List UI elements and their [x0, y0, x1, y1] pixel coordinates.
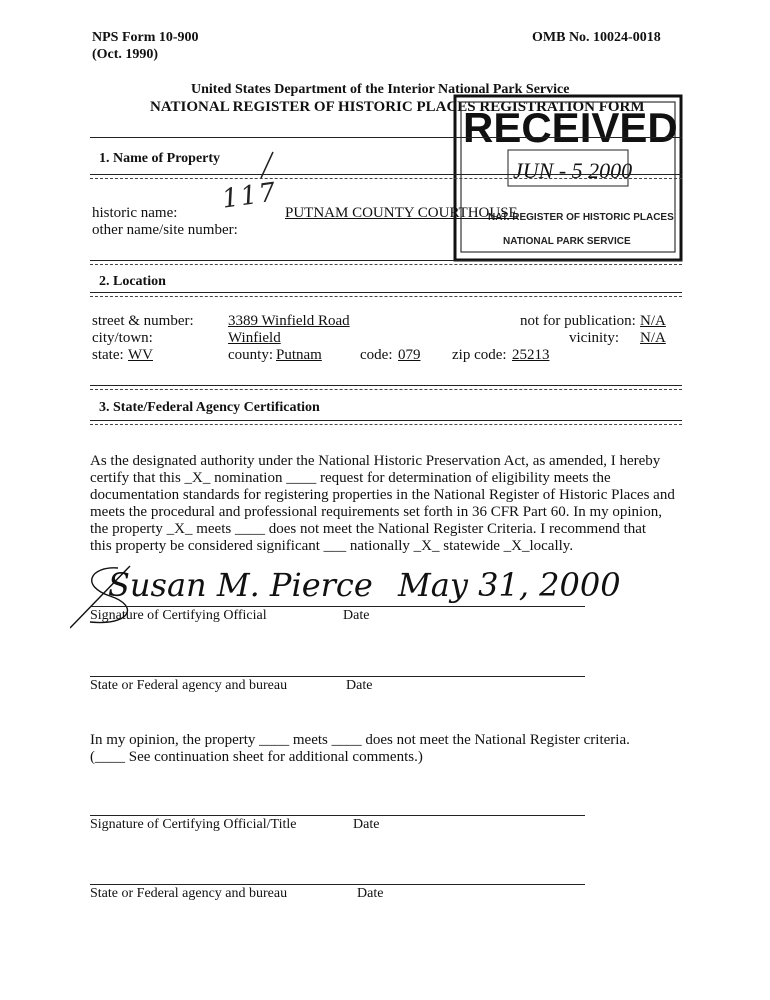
sig2-date-label: Date — [353, 817, 380, 832]
agency2-label: State or Federal agency and bureau — [90, 886, 288, 901]
section2-title: 2. Location — [99, 274, 166, 289]
code-label: code: — [360, 347, 393, 363]
historic-name-label: historic name: — [92, 205, 178, 221]
vicinity-value: N/A — [640, 330, 666, 346]
section3-rule-b — [90, 424, 682, 425]
city-label: city/town: — [92, 330, 153, 346]
handwritten-signature: Susan M. Pierce — [108, 566, 373, 604]
section1-bottom-rule-b — [90, 264, 682, 265]
signature-line-2 — [90, 815, 585, 816]
historic-name-value: PUTNAM COUNTY COURTHOUSE — [285, 205, 518, 221]
zip-value: 25213 — [512, 347, 550, 363]
agency1-date-label: Date — [346, 678, 373, 693]
county-value: Putnam — [276, 347, 322, 363]
certification-line-1: As the designated authority under the National Historic Preservation Act, as amended, I hereby — [90, 453, 661, 469]
signature-line-1 — [90, 606, 585, 607]
omb-number: OMB No. 10024-0018 — [532, 30, 661, 45]
section2-rule-a — [90, 292, 682, 293]
register-title: NATIONAL REGISTER OF HISTORIC PLACES REGISTRATION FORM — [150, 99, 645, 115]
section2-bottom-rule-b — [90, 389, 682, 390]
handwritten-slash — [255, 150, 280, 180]
section3-title: 3. State/Federal Agency Certification — [99, 400, 320, 415]
handwritten-number: 117 — [220, 177, 280, 215]
vicinity-label: vicinity: — [569, 330, 619, 346]
county-label: county: — [228, 347, 273, 363]
stamp-word: RECEIVED — [463, 104, 678, 151]
section3-rule-a — [90, 420, 682, 421]
section1-top-rule — [90, 137, 682, 138]
opinion-line-2: (____ See continuation sheet for additional comments.) — [90, 749, 423, 765]
agency2-date-label: Date — [357, 886, 384, 901]
section1-rule-b — [90, 178, 682, 179]
section2-bottom-rule-a — [90, 385, 682, 386]
certification-line-4: meets the procedural and professional requirements set forth in 36 CFR Part 60. In my opinion, — [90, 504, 662, 520]
street-value: 3389 Winfield Road — [228, 313, 350, 329]
street-label: street & number: — [92, 313, 194, 329]
state-label: state: — [92, 347, 124, 363]
section1-title: 1. Name of Property — [99, 151, 221, 166]
section1-bottom-rule-a — [90, 260, 682, 261]
certification-line-3: documentation standards for registering properties in the National Register of Historic Places and — [90, 487, 675, 503]
stamp-date: JUN - 5 2000 — [513, 158, 633, 183]
agency-line-2 — [90, 884, 585, 885]
zip-label: zip code: — [452, 347, 507, 363]
department-title: United States Department of the Interior National Park Service — [191, 82, 570, 97]
certification-line-5: the property _X_ meets ____ does not meet the National Register Criteria. I recommend that — [90, 521, 647, 537]
opinion-line-1: In my opinion, the property ____ meets ____ does not meet the National Register criteria. — [90, 732, 630, 748]
stamp-line2: NATIONAL PARK SERVICE — [503, 236, 631, 247]
sig1-date-label: Date — [343, 608, 370, 623]
form-date: (Oct. 1990) — [92, 47, 159, 62]
stamp-line1: NAT. REGISTER OF HISTORIC PLACES — [488, 212, 674, 223]
city-value: Winfield — [228, 330, 281, 346]
other-name-label: other name/site number: — [92, 222, 238, 238]
state-value: WV — [128, 347, 153, 363]
certification-line-6: this property be considered significant ___ nationally _X_ statewide _X_locally. — [90, 538, 574, 554]
handwritten-date: May 31, 2000 — [398, 566, 621, 604]
certification-line-2: certify that this _X_ nomination ____ request for determination of eligibility meets the — [90, 470, 611, 486]
nfp-value: N/A — [640, 313, 666, 329]
agency-line-1 — [90, 676, 585, 677]
nfp-label: not for publication: — [520, 313, 636, 329]
form-id: NPS Form 10-900 — [92, 30, 199, 45]
code-value: 079 — [398, 347, 421, 363]
agency1-label: State or Federal agency and bureau — [90, 678, 288, 693]
section2-rule-b — [90, 296, 682, 297]
sig2-label: Signature of Certifying Official/Title — [90, 817, 297, 832]
section1-rule-a — [90, 174, 682, 175]
sig1-label: Signature of Certifying Official — [90, 608, 267, 623]
